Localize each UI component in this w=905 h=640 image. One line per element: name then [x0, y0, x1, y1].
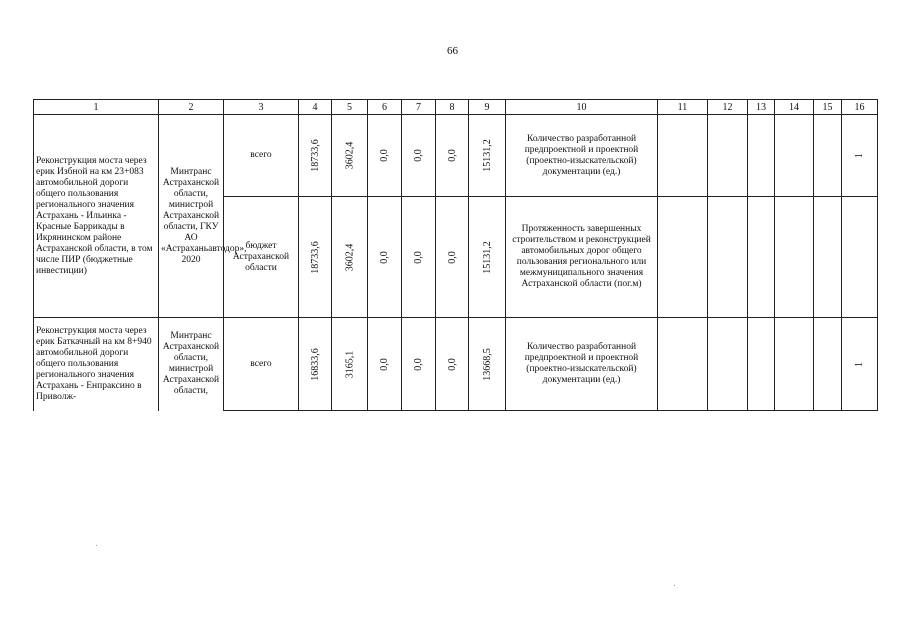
value-col6: 0,0 — [379, 357, 390, 371]
value-col8: 0,0 — [446, 250, 458, 264]
table-row — [34, 115, 878, 197]
value-cell — [368, 318, 402, 411]
value-col5: 3602,4 — [344, 141, 355, 170]
executor-cell: Минтранс Астраханской области, министрой Астраханской области, — [159, 318, 224, 411]
header-row — [34, 100, 878, 115]
empty-cell — [814, 197, 842, 318]
value-col5: 3602,4 — [344, 243, 355, 271]
value-cell — [368, 115, 402, 197]
empty-cell — [814, 115, 842, 197]
value-col16: 1 — [854, 361, 865, 367]
empty-cell — [708, 318, 748, 411]
empty-cell — [748, 318, 775, 411]
value-col9: 15131,2 — [481, 139, 493, 172]
value-cell — [842, 197, 878, 318]
value-cell — [402, 115, 436, 197]
value-col6: 0,0 — [379, 149, 390, 162]
value-cell — [469, 197, 506, 318]
value-cell — [402, 197, 436, 318]
indicator-cell: Количество разработанной предпроектной и проектной (проектно-изыскательской) документации (ед.) — [506, 115, 658, 197]
value-cell — [402, 318, 436, 411]
executor-cell: Минтранс Астраханской области, министрой Астраханской области, ГКУ АО «Астраханьавтодор», 2020 — [159, 115, 224, 318]
column-header: 13 — [748, 100, 775, 115]
value-col9: 13668,5 — [481, 347, 493, 381]
empty-cell — [775, 318, 814, 411]
column-header: 14 — [775, 100, 814, 115]
value-col6: 0,0 — [379, 250, 390, 264]
value-cell — [842, 318, 878, 411]
column-header: 15 — [814, 100, 842, 115]
column-header: 12 — [708, 100, 748, 115]
value-col8: 0,0 — [446, 149, 458, 162]
empty-cell — [748, 197, 775, 318]
indicator-cell: Протяженность завершенных строительством и реконструкцией автомобильных дорог общего пользования регионального или межмуниципального значения Астраханской области (пог.м) — [506, 197, 658, 318]
column-header: 5 — [332, 100, 368, 115]
scan-speck — [96, 545, 97, 546]
total-value: 18733,6 — [309, 240, 321, 274]
empty-cell — [775, 115, 814, 197]
funding-source: бюджет Астраханской области — [224, 197, 299, 318]
column-header: 4 — [299, 100, 332, 115]
table-row — [34, 318, 878, 411]
value-col7: 0,0 — [413, 357, 424, 371]
value-cell — [469, 318, 506, 411]
total-value: 18733,6 — [309, 139, 321, 172]
column-header: 16 — [842, 100, 878, 115]
value-cell — [299, 318, 332, 411]
value-cell — [332, 115, 368, 197]
value-cell — [842, 115, 878, 197]
project-name: Реконструкция моста через ерик Баткачный на км 8+940 автомобильной дороги общего пользования регионального значения Астрахань - Енпраксино в Приволж- — [34, 318, 159, 411]
total-value: 16833,6 — [309, 347, 321, 381]
column-header: 2 — [159, 100, 224, 115]
column-header: 11 — [658, 100, 708, 115]
value-col7: 0,0 — [413, 250, 424, 264]
value-col16: 1 — [854, 153, 865, 158]
value-cell — [299, 197, 332, 318]
funding-source: всего — [224, 318, 299, 411]
value-cell — [332, 318, 368, 411]
empty-cell — [708, 197, 748, 318]
value-cell — [436, 197, 469, 318]
scan-speck — [674, 585, 675, 586]
empty-cell — [775, 197, 814, 318]
empty-cell — [814, 318, 842, 411]
column-header: 3 — [224, 100, 299, 115]
value-col8: 0,0 — [446, 357, 458, 371]
column-header: 7 — [402, 100, 436, 115]
program-table — [33, 99, 878, 411]
value-cell — [368, 197, 402, 318]
value-cell — [436, 318, 469, 411]
empty-cell — [658, 197, 708, 318]
funding-source: всего — [224, 115, 299, 197]
project-name: Реконструкция моста через ерик Избной на км 23+083 автомобильной дороги общего пользования регионального значения Астрахань - Ильинка - Красные Баррикады в Икрянинском районе Астраханской области, в том числе ПИР (бюджетные инвестиции) — [34, 115, 159, 318]
value-cell — [469, 115, 506, 197]
empty-cell — [658, 318, 708, 411]
value-cell — [436, 115, 469, 197]
value-col5: 3165,1 — [344, 350, 355, 378]
column-header: 8 — [436, 100, 469, 115]
value-cell — [299, 115, 332, 197]
column-header: 6 — [368, 100, 402, 115]
indicator-cell: Количество разработанной предпроектной и проектной (проектно-изыскательской) документации (ед.) — [506, 318, 658, 411]
page-number: 66 — [447, 45, 458, 57]
column-header: 1 — [34, 100, 159, 115]
value-col7: 0,0 — [413, 149, 424, 162]
empty-cell — [658, 115, 708, 197]
column-header: 10 — [506, 100, 658, 115]
empty-cell — [748, 115, 775, 197]
empty-cell — [708, 115, 748, 197]
value-cell — [332, 197, 368, 318]
column-header: 9 — [469, 100, 506, 115]
value-col9: 15131,2 — [481, 240, 493, 274]
